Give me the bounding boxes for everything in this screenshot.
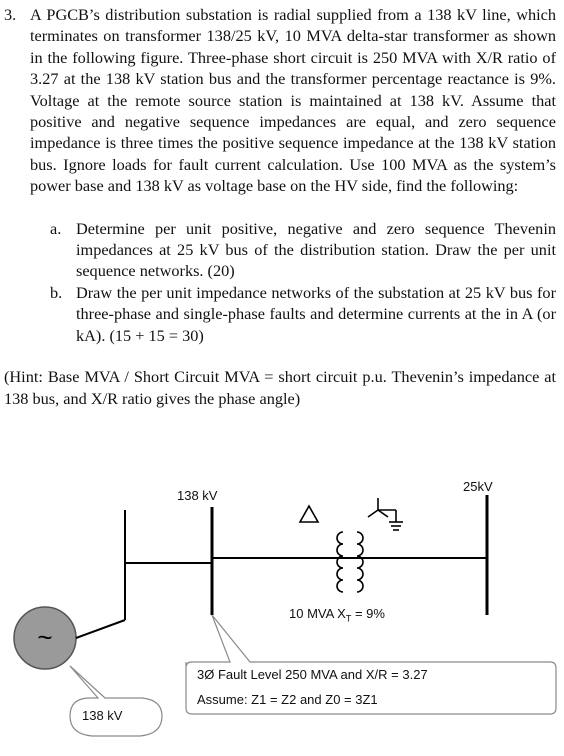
question-number: 3. xyxy=(4,5,17,24)
transformer-subscript: T xyxy=(345,613,352,624)
question-text xyxy=(4,4,556,409)
transformer-reactance-value: = 9% xyxy=(351,606,385,621)
part-b-label: b. xyxy=(50,282,63,302)
source-voltage-label: 138 kV xyxy=(82,708,123,723)
source-callout xyxy=(70,666,162,736)
question-parts xyxy=(50,218,556,346)
generator-symbol: ~ xyxy=(37,622,53,652)
part-b-text: Draw the per unit impedance networks of the substation at 25 kV bus for three-phase and single-phase faults and determine currents at the in A (or kA). (15 + 15 = 30) xyxy=(76,282,556,345)
assumption-text: Assume: Z1 = Z2 and Z0 = 3Z1 xyxy=(197,692,378,707)
transformer-rating-label xyxy=(289,606,385,624)
transformer-icon xyxy=(337,532,363,592)
part-b xyxy=(50,282,556,346)
transformer-rating-text: 10 MVA X xyxy=(289,606,346,621)
part-a xyxy=(50,218,556,282)
part-a-text: Determine per unit positive, negative and zero sequence Thevenin impedances at 25 kV bus of the distribution station. Draw the per unit sequence networks. (20) xyxy=(76,218,556,281)
generator-connection xyxy=(76,620,125,638)
question-intro: A PGCB’s distribution substation is radial supplied from a 138 kV line, which terminates on transformer 138/25 kV, 10 MVA delta-star transformer as shown in the following figure. Three-phase short circuit is 250 MVA with X/R ratio of 3.27 at the 138 kV station bus and the transformer percentage reactance is 9%. Voltage at the remote source station is maintained at 138 kV. Assume that positive and negative sequence impedances are equal, and zero sequence impedance is three times the positive sequence impedance at the 138 kV station bus. Ignore loads for fault current calculation. Use 100 MVA as the system’s power base and 138 kV as voltage base on the HV side, find the following: xyxy=(30,5,556,196)
grounded-star-icon xyxy=(368,498,403,530)
one-line-diagram xyxy=(0,470,564,751)
bus-138kv-label: 138 kV xyxy=(177,488,218,503)
fault-level-text: 3Ø Fault Level 250 MVA and X/R = 3.27 xyxy=(197,667,428,682)
hint-text: (Hint: Base MVA / Short Circuit MVA = short circuit p.u. Thevenin’s impedance at 138 bus, and X/R ratio gives the phase angle) xyxy=(4,367,556,408)
bus-25kv-label: 25kV xyxy=(463,479,493,494)
part-a-label: a. xyxy=(50,218,62,238)
delta-symbol-icon xyxy=(300,506,318,522)
